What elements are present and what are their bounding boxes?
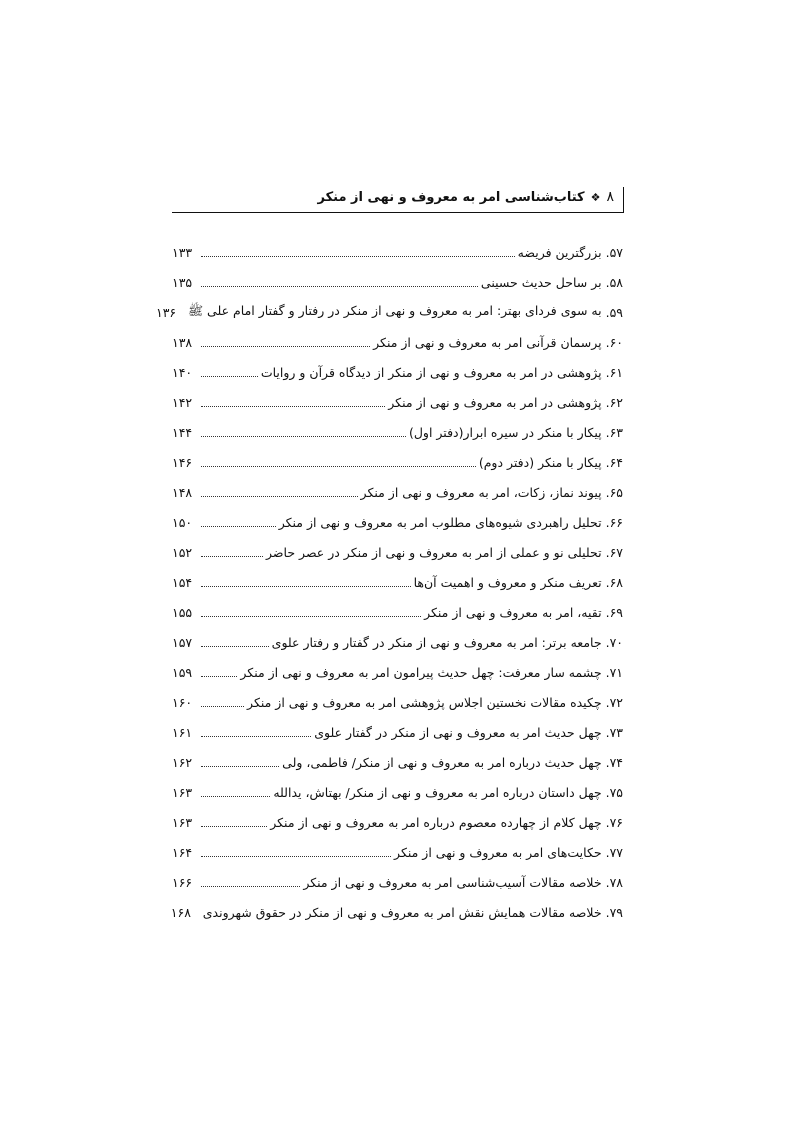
toc-entry-title: پیوند نماز، زکات، امر به معروف و نهی از منکر bbox=[360, 484, 602, 500]
toc-entry bbox=[172, 627, 623, 657]
dot-leader bbox=[201, 496, 358, 497]
dot-leader bbox=[201, 586, 411, 587]
toc-entry bbox=[172, 567, 623, 597]
toc-entry bbox=[172, 237, 623, 267]
toc-entry-number: ۶۴. bbox=[605, 454, 623, 470]
toc-entry bbox=[172, 477, 623, 507]
toc-entry-number: ۶۸. bbox=[605, 574, 623, 590]
toc-entry-number: ۵۹. bbox=[605, 304, 623, 320]
toc-entry bbox=[172, 507, 623, 537]
toc-entry-title: جامعه برتر: امر به معروف و نهی از منکر در گفتار و رفتار علوی bbox=[271, 634, 602, 650]
header-rule bbox=[172, 212, 624, 213]
toc-entry-page: ۱۵۰ bbox=[172, 514, 193, 530]
toc-entry-title: به سوی فردای بهتر: امر به معروف و نهی از منکر در رفتار و گفتار امام علی ﷺ bbox=[187, 302, 602, 318]
toc-entry-page: ۱۶۰ bbox=[172, 694, 193, 710]
dot-leader bbox=[201, 406, 385, 407]
toc-entry-number: ۶۶. bbox=[605, 514, 623, 530]
toc-entry-number: ۵۸. bbox=[605, 274, 623, 290]
toc-entry-title: چشمه سار معرفت: چهل حدیث پیرامون امر به معروف و نهی از منکر bbox=[240, 664, 602, 680]
toc-entry-title: پژوهشی در امر به معروف و نهی از منکر از دیدگاه قرآن و روایات bbox=[260, 364, 602, 380]
toc-entry-number: ۷۸. bbox=[605, 874, 623, 890]
header-vertical-rule bbox=[623, 187, 624, 213]
dot-leader bbox=[201, 436, 406, 437]
toc-entry bbox=[155, 297, 623, 327]
toc-entry-page: ۱۴۲ bbox=[172, 394, 193, 410]
toc-entry bbox=[172, 657, 623, 687]
diamond-ornament-icon: ❖ bbox=[590, 190, 601, 204]
dot-leader bbox=[201, 526, 276, 527]
toc-entry-title: چهل حدیث امر به معروف و نهی از منکر در گفتار علوی bbox=[314, 724, 602, 740]
toc-entry-page: ۱۴۶ bbox=[172, 454, 193, 470]
toc-entry bbox=[172, 597, 623, 627]
toc-entry-title: پژوهشی در امر به معروف و نهی از منکر bbox=[388, 394, 602, 410]
toc-entry bbox=[172, 867, 623, 897]
toc-entry-page: ۱۶۳ bbox=[172, 814, 193, 830]
toc-entry-page: ۱۳۵ bbox=[172, 274, 193, 290]
toc-entry-page: ۱۴۴ bbox=[172, 424, 193, 440]
toc-entry-number: ۷۳. bbox=[605, 724, 623, 740]
toc-entry-number: ۷۴. bbox=[605, 754, 623, 770]
toc-entry-title: پرسمان قرآنی امر به معروف و نهی از منکر bbox=[373, 334, 602, 350]
toc-entry-page: ۱۴۰ bbox=[172, 364, 193, 380]
toc-entry-title: تحلیل راهبردی شیوه‌های مطلوب امر به معروف و نهی از منکر bbox=[278, 514, 602, 530]
toc-entry-page: ۱۵۵ bbox=[172, 604, 193, 620]
dot-leader bbox=[201, 826, 267, 827]
toc-entry-page: ۱۵۹ bbox=[172, 664, 193, 680]
toc-entry-page: ۱۶۱ bbox=[172, 724, 193, 740]
toc-entry-title: تحلیلی نو و عملی از امر به معروف و نهی از منکر در عصر حاضر bbox=[266, 544, 602, 560]
toc-entry-title: حکایت‌های امر به معروف و نهی از منکر bbox=[394, 844, 602, 860]
toc-entry-page: ۱۳۳ bbox=[172, 244, 193, 260]
table-of-contents bbox=[155, 237, 623, 927]
toc-entry bbox=[172, 687, 623, 717]
toc-entry bbox=[172, 537, 623, 567]
toc-entry bbox=[172, 747, 623, 777]
toc-entry-number: ۶۰. bbox=[605, 334, 623, 350]
toc-entry-title: خلاصه مقالات آسیب‌شناسی امر به معروف و نهی از منکر bbox=[303, 874, 602, 890]
toc-entry-page: ۱۳۶ bbox=[155, 304, 177, 320]
toc-entry-page: ۱۳۸ bbox=[172, 334, 193, 350]
toc-entry bbox=[172, 717, 623, 747]
toc-entry-page: ۱۶۸ bbox=[170, 904, 191, 920]
dot-leader bbox=[201, 676, 237, 677]
toc-entry-title: چهل کلام از چهارده معصوم درباره امر به معروف و نهی از منکر bbox=[270, 814, 602, 830]
toc-entry bbox=[172, 897, 623, 927]
toc-entry-number: ۶۵. bbox=[605, 484, 623, 500]
toc-entry-title: پیکار با منکر (دفتر دوم) bbox=[478, 454, 602, 470]
dot-leader bbox=[201, 766, 279, 767]
toc-entry-number: ۷۹. bbox=[605, 904, 623, 920]
toc-entry-title: تقیه، امر به معروف و نهی از منکر bbox=[424, 604, 602, 620]
toc-entry bbox=[172, 447, 623, 477]
toc-entry bbox=[172, 357, 623, 387]
dot-leader bbox=[201, 346, 370, 347]
dot-leader bbox=[201, 646, 269, 647]
toc-entry-page: ۱۵۷ bbox=[172, 634, 193, 650]
dot-leader bbox=[201, 856, 391, 857]
toc-entry-title: خلاصه مقالات همایش نقش امر به معروف و نهی از منکر در حقوق شهروندی bbox=[202, 904, 602, 920]
toc-entry-number: ۷۷. bbox=[605, 844, 623, 860]
toc-entry bbox=[172, 327, 623, 357]
toc-entry-title: تعریف منکر و معروف و اهمیت آن‌ها bbox=[413, 574, 602, 590]
toc-entry bbox=[172, 267, 623, 297]
dot-leader bbox=[201, 376, 258, 377]
toc-entry-title: بر ساحل حدیث حسینی bbox=[480, 274, 602, 290]
dot-leader bbox=[201, 616, 421, 617]
toc-entry bbox=[172, 387, 623, 417]
toc-entry-title: چهل داستان درباره امر به معروف و نهی از منکر/ بهتاش، یدالله bbox=[273, 784, 602, 800]
toc-entry-number: ۷۱. bbox=[605, 664, 623, 680]
toc-entry bbox=[172, 807, 623, 837]
dot-leader bbox=[201, 256, 515, 257]
toc-entry-number: ۷۲. bbox=[605, 694, 623, 710]
toc-entry bbox=[172, 837, 623, 867]
toc-entry-page: ۱۶۴ bbox=[172, 844, 193, 860]
toc-entry-number: ۷۶. bbox=[605, 814, 623, 830]
toc-entry-title: پیکار با منکر در سیره ابرار(دفتر اول) bbox=[408, 424, 602, 440]
toc-entry-page: ۱۵۴ bbox=[172, 574, 193, 590]
toc-entry-page: ۱۵۲ bbox=[172, 544, 193, 560]
toc-entry-number: ۶۳. bbox=[605, 424, 623, 440]
toc-entry-number: ۷۰. bbox=[605, 634, 623, 650]
toc-entry-number: ۷۵. bbox=[605, 784, 623, 800]
dot-leader bbox=[201, 556, 263, 557]
book-title: کتاب‌شناسی امر به معروف و نهی از منکر bbox=[317, 189, 585, 205]
toc-entry bbox=[172, 417, 623, 447]
toc-entry-title: بزرگترین فریضه bbox=[517, 244, 602, 260]
page-number: ۸ bbox=[606, 189, 614, 205]
toc-entry-page: ۱۶۳ bbox=[172, 784, 193, 800]
toc-entry-page: ۱۶۶ bbox=[172, 874, 193, 890]
toc-entry-number: ۶۲. bbox=[605, 394, 623, 410]
toc-entry-number: ۶۷. bbox=[605, 544, 623, 560]
toc-entry-title: چکیده مقالات نخستین اجلاس پژوهشی امر به معروف و نهی از منکر bbox=[247, 694, 602, 710]
dot-leader bbox=[201, 706, 244, 707]
toc-entry-number: ۶۹. bbox=[605, 604, 623, 620]
toc-entry-number: ۵۷. bbox=[605, 244, 623, 260]
toc-entry-title: چهل حدیث درباره امر به معروف و نهی از منکر/ فاطمی، ولی bbox=[282, 754, 602, 770]
toc-entry-page: ۱۴۸ bbox=[172, 484, 193, 500]
running-header bbox=[172, 183, 624, 213]
dot-leader bbox=[201, 886, 300, 887]
toc-entry-page: ۱۶۲ bbox=[172, 754, 193, 770]
dot-leader bbox=[201, 736, 311, 737]
dot-leader bbox=[201, 286, 478, 287]
dot-leader bbox=[201, 466, 476, 467]
dot-leader bbox=[201, 796, 270, 797]
toc-entry bbox=[172, 777, 623, 807]
toc-entry-number: ۶۱. bbox=[605, 364, 623, 380]
header-content bbox=[318, 189, 614, 205]
